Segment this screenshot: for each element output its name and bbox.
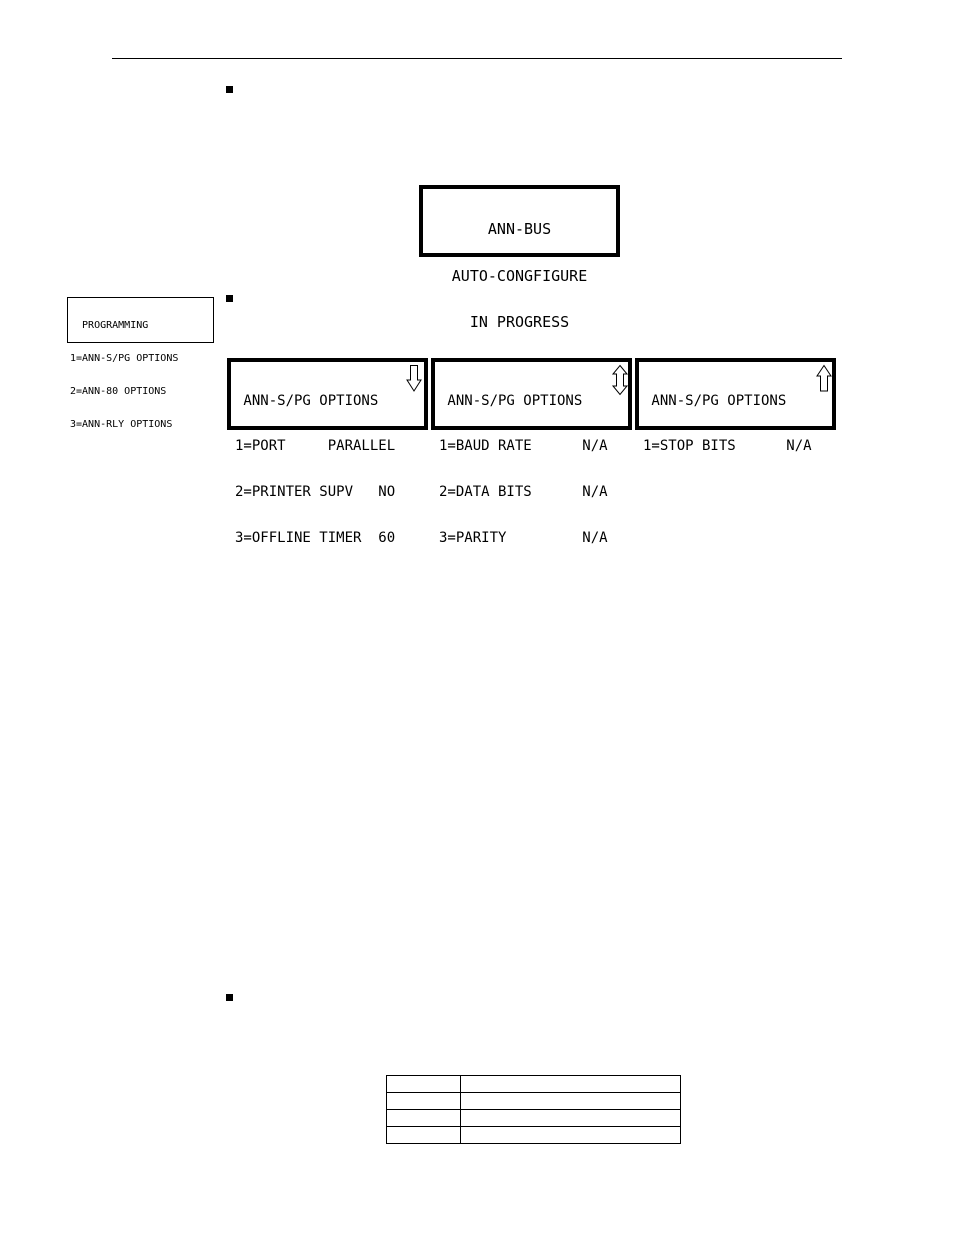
bullet-icon: [226, 295, 233, 302]
lcd-line: 1=STOP BITS N/A: [643, 438, 812, 455]
lcd-line: PROGRAMMING: [70, 320, 149, 331]
table-row: [387, 1076, 681, 1093]
lcd-line: ANN-S/PG OPTIONS: [439, 392, 583, 409]
bullet-icon: [226, 86, 233, 93]
table-cell: [387, 1110, 461, 1127]
lcd-line: 2=PRINTER SUPV NO: [235, 484, 396, 501]
lcd-line: ANN-BUS: [487, 220, 552, 238]
lcd-line: 1=ANN-S/PG OPTIONS: [70, 353, 179, 364]
lcd-line: ANN-S/PG OPTIONS: [643, 392, 787, 409]
lcd-line: 3=ANN-RLY OPTIONS: [70, 419, 173, 430]
lcd-line: [643, 531, 832, 546]
lcd-line: 1=PORT PARALLEL: [235, 438, 396, 455]
lcd-line: 3=OFFLINE TIMER 60: [235, 530, 396, 547]
data-table: [386, 1075, 681, 1144]
lcd-line: [643, 485, 832, 500]
lcd-ann-spg-options-screen-2: [431, 358, 632, 547]
lcd-line: 3=PARITY N/A: [439, 530, 608, 547]
up-down-arrow-icon: [612, 365, 628, 395]
table-row: [387, 1110, 681, 1127]
lcd-ann-spg-options-screen-3: [635, 358, 836, 455]
table-cell: [387, 1127, 461, 1144]
table-row: [387, 1093, 681, 1110]
table-cell: [461, 1093, 681, 1110]
table-cell: [461, 1110, 681, 1127]
lcd-line: ANN-S/PG OPTIONS: [235, 392, 379, 409]
header-rule: [112, 58, 842, 59]
table-cell: [461, 1076, 681, 1093]
lcd-line: 1=BAUD RATE N/A: [439, 438, 608, 455]
lcd-programming-screen: [67, 297, 214, 430]
down-arrow-icon: [406, 365, 422, 392]
table-row: [387, 1127, 681, 1144]
table-cell: [461, 1127, 681, 1144]
lcd-ann-spg-options-screen-1: [227, 358, 428, 547]
bullet-icon: [226, 994, 233, 1001]
table-cell: [387, 1093, 461, 1110]
lcd-autoconfigure-screen: [419, 185, 620, 331]
lcd-line: 2=DATA BITS N/A: [439, 484, 608, 501]
lcd-line: IN PROGRESS: [469, 313, 570, 331]
table-cell: [387, 1076, 461, 1093]
lcd-line: 2=ANN-80 OPTIONS: [70, 386, 167, 397]
lcd-line: AUTO-CONGFIGURE: [451, 266, 588, 285]
up-arrow-icon: [816, 365, 832, 392]
